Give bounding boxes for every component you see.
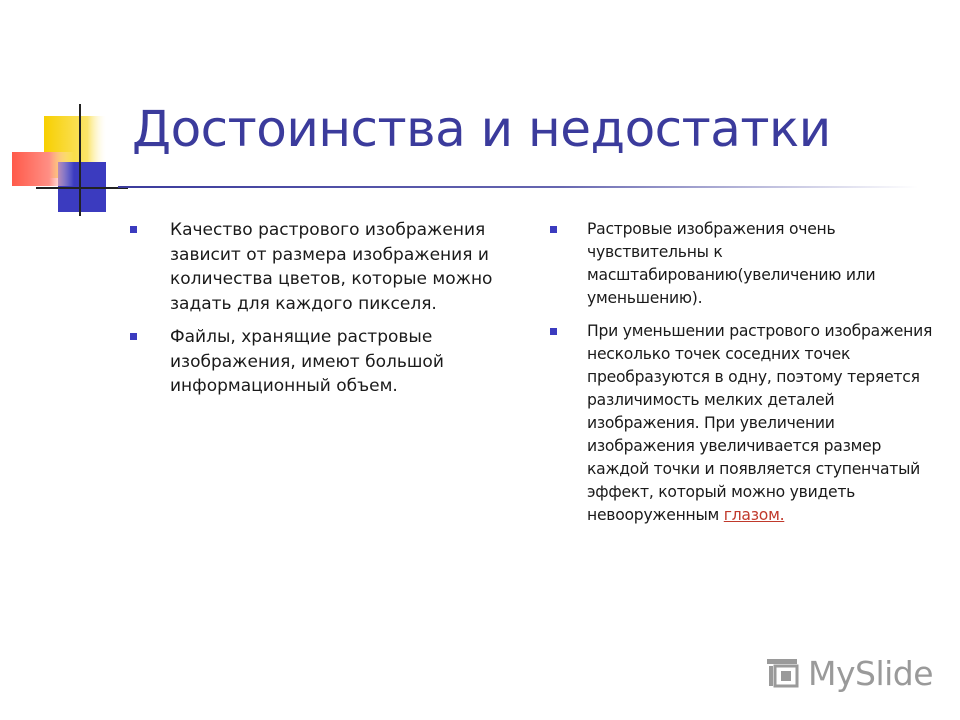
bullet-text: Качество растрового изображения зависит от размера изображения и количества цветов, которые можно задать для каждого пикселя.: [170, 220, 493, 314]
list-item: [130, 218, 510, 316]
list-item: [130, 325, 510, 399]
watermark-text: MySlide: [808, 653, 934, 693]
list-item: [550, 320, 940, 527]
myslide-watermark: [764, 650, 933, 696]
bullet-square-icon: [130, 333, 137, 340]
decorative-squares: [0, 0, 130, 230]
bullet-square-icon: [550, 328, 557, 335]
hyperlink-glazom[interactable]: глазом.: [723, 506, 785, 524]
myslide-logo-icon: [764, 654, 802, 692]
title-underline: [118, 186, 918, 188]
list-item: [550, 218, 940, 310]
bullet-text: Растровые изображения очень чувствительны к масштабированию(увеличению или уменьшению).: [587, 220, 876, 307]
bullet-text: Файлы, хранящие растровые изображения, имеют большой информационный объем.: [170, 327, 444, 396]
bullet-square-icon: [550, 226, 557, 233]
slide-title: Достоинства и недостатки: [132, 100, 831, 158]
bullet-square-icon: [130, 226, 137, 233]
left-bullet-list: [130, 218, 510, 408]
red-square: [12, 152, 74, 186]
right-bullet-list: [550, 218, 940, 537]
bullet-text: При уменьшении растрового изображения несколько точек соседних точек преобразуются в одну, поэтому теряется различимость мелких деталей изображения. При увеличении изображения увеличивается размер каждой точки и появляется ступенчатый эффект, который можно увидеть невооруженным: [587, 322, 933, 524]
